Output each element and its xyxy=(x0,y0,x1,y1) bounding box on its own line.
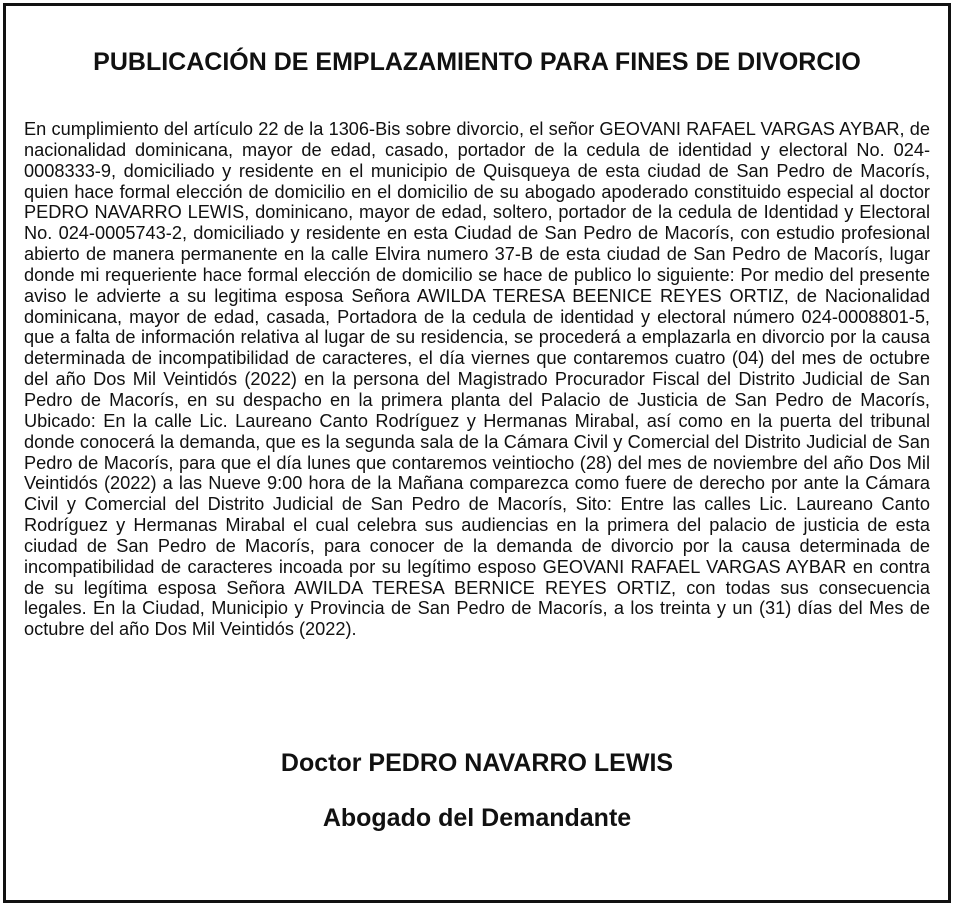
notice-frame xyxy=(3,3,951,903)
signature-name: Doctor PEDRO NAVARRO LEWIS xyxy=(280,749,674,777)
signature-role: Abogado del Demandante xyxy=(322,804,632,832)
notice-body: En cumplimiento del artículo 22 de la 1306-Bis sobre divorcio, el señor GEOVANI RAFAEL VARGAS AYBAR, de nacionalidad dominicana, mayor de edad, casado, portador de la cedula de identidad y electoral No. 024-0008333-9, domiciliado y residente en el municipio de Quisqueya de esta ciudad de San Pedro de Macorís, quien hace formal elección de domicilio en el domicilio de su abogado apoderado constituido especial al doctor PEDRO NAVARRO LEWIS, dominicano, mayor de edad, soltero, portador de la cedula de Identidad y Electoral No. 024-0005743-2, domiciliado y residente en esta Ciudad de San Pedro de Macorís, con estudio profesional abierto de manera permanente en la calle Elvira numero 37-B de esta ciudad de San Pedro de Macorís, lugar donde mi requeriente hace formal elección de domicilio se hace de publico lo siguiente: Por medio del presente aviso le advierte a su legitima esposa Señora AWILDA TERESA BEENICE REYES ORTIZ, de Nacionalidad dominicana, mayor de edad, casada, Portadora de la cedula de identidad y electoral número 024-0008801-5, que a falta de información relativa al lugar de su residencia, se procederá a emplazarla en divorcio por la causa determinada de incompatibilidad de caracteres, el día viernes que contaremos cuatro (04) del mes de octubre del año Dos Mil Veintidós (2022) en la persona del Magistrado Procurador Fiscal del Distrito Judicial de San Pedro de Macorís, en su despacho en la primera planta del Palacio de Justicia de San Pedro de Macorís, Ubicado: En la calle Lic. Laureano Canto Rodríguez y Hermanas Mirabal, así como en la puerta del tribunal donde conocerá la demanda, que es la segunda sala de la Cámara Civil y Comercial del Distrito Judicial de San Pedro de Macorís, para que el día lunes que contaremos veintiocho (28) del mes de noviembre del año Dos Mil Veintidós (2022) a las Nueve 9:00 hora de la Mañana comparezca como fuere de derecho por ante la Cámara Civil y Comercial del Distrito Judicial de San Pedro de Macorís, Sito: Entre las calles Lic. Laureano Canto Rodríguez y Hermanas Mirabal el cual celebra sus audiencias en la primera del palacio de justicia de esta ciudad de San Pedro de Macorís, para conocer de la demanda de divorcio por la causa determinada de incompatibilidad de caracteres incoada por su legítimo esposo GEOVANI RAFAEL VARGAS AYBAR en contra de su legítima esposa Señora AWILDA TERESA BERNICE REYES ORTIZ, con todas sus consecuencia legales. En la Ciudad, Municipio y Provincia de San Pedro de Macorís, a los treinta y un (31) días del Mes de octubre del año Dos Mil Veintidós (2022). xyxy=(24,119,930,640)
notice-title: PUBLICACIÓN DE EMPLAZAMIENTO PARA FINES DE DIVORCIO xyxy=(93,48,861,76)
